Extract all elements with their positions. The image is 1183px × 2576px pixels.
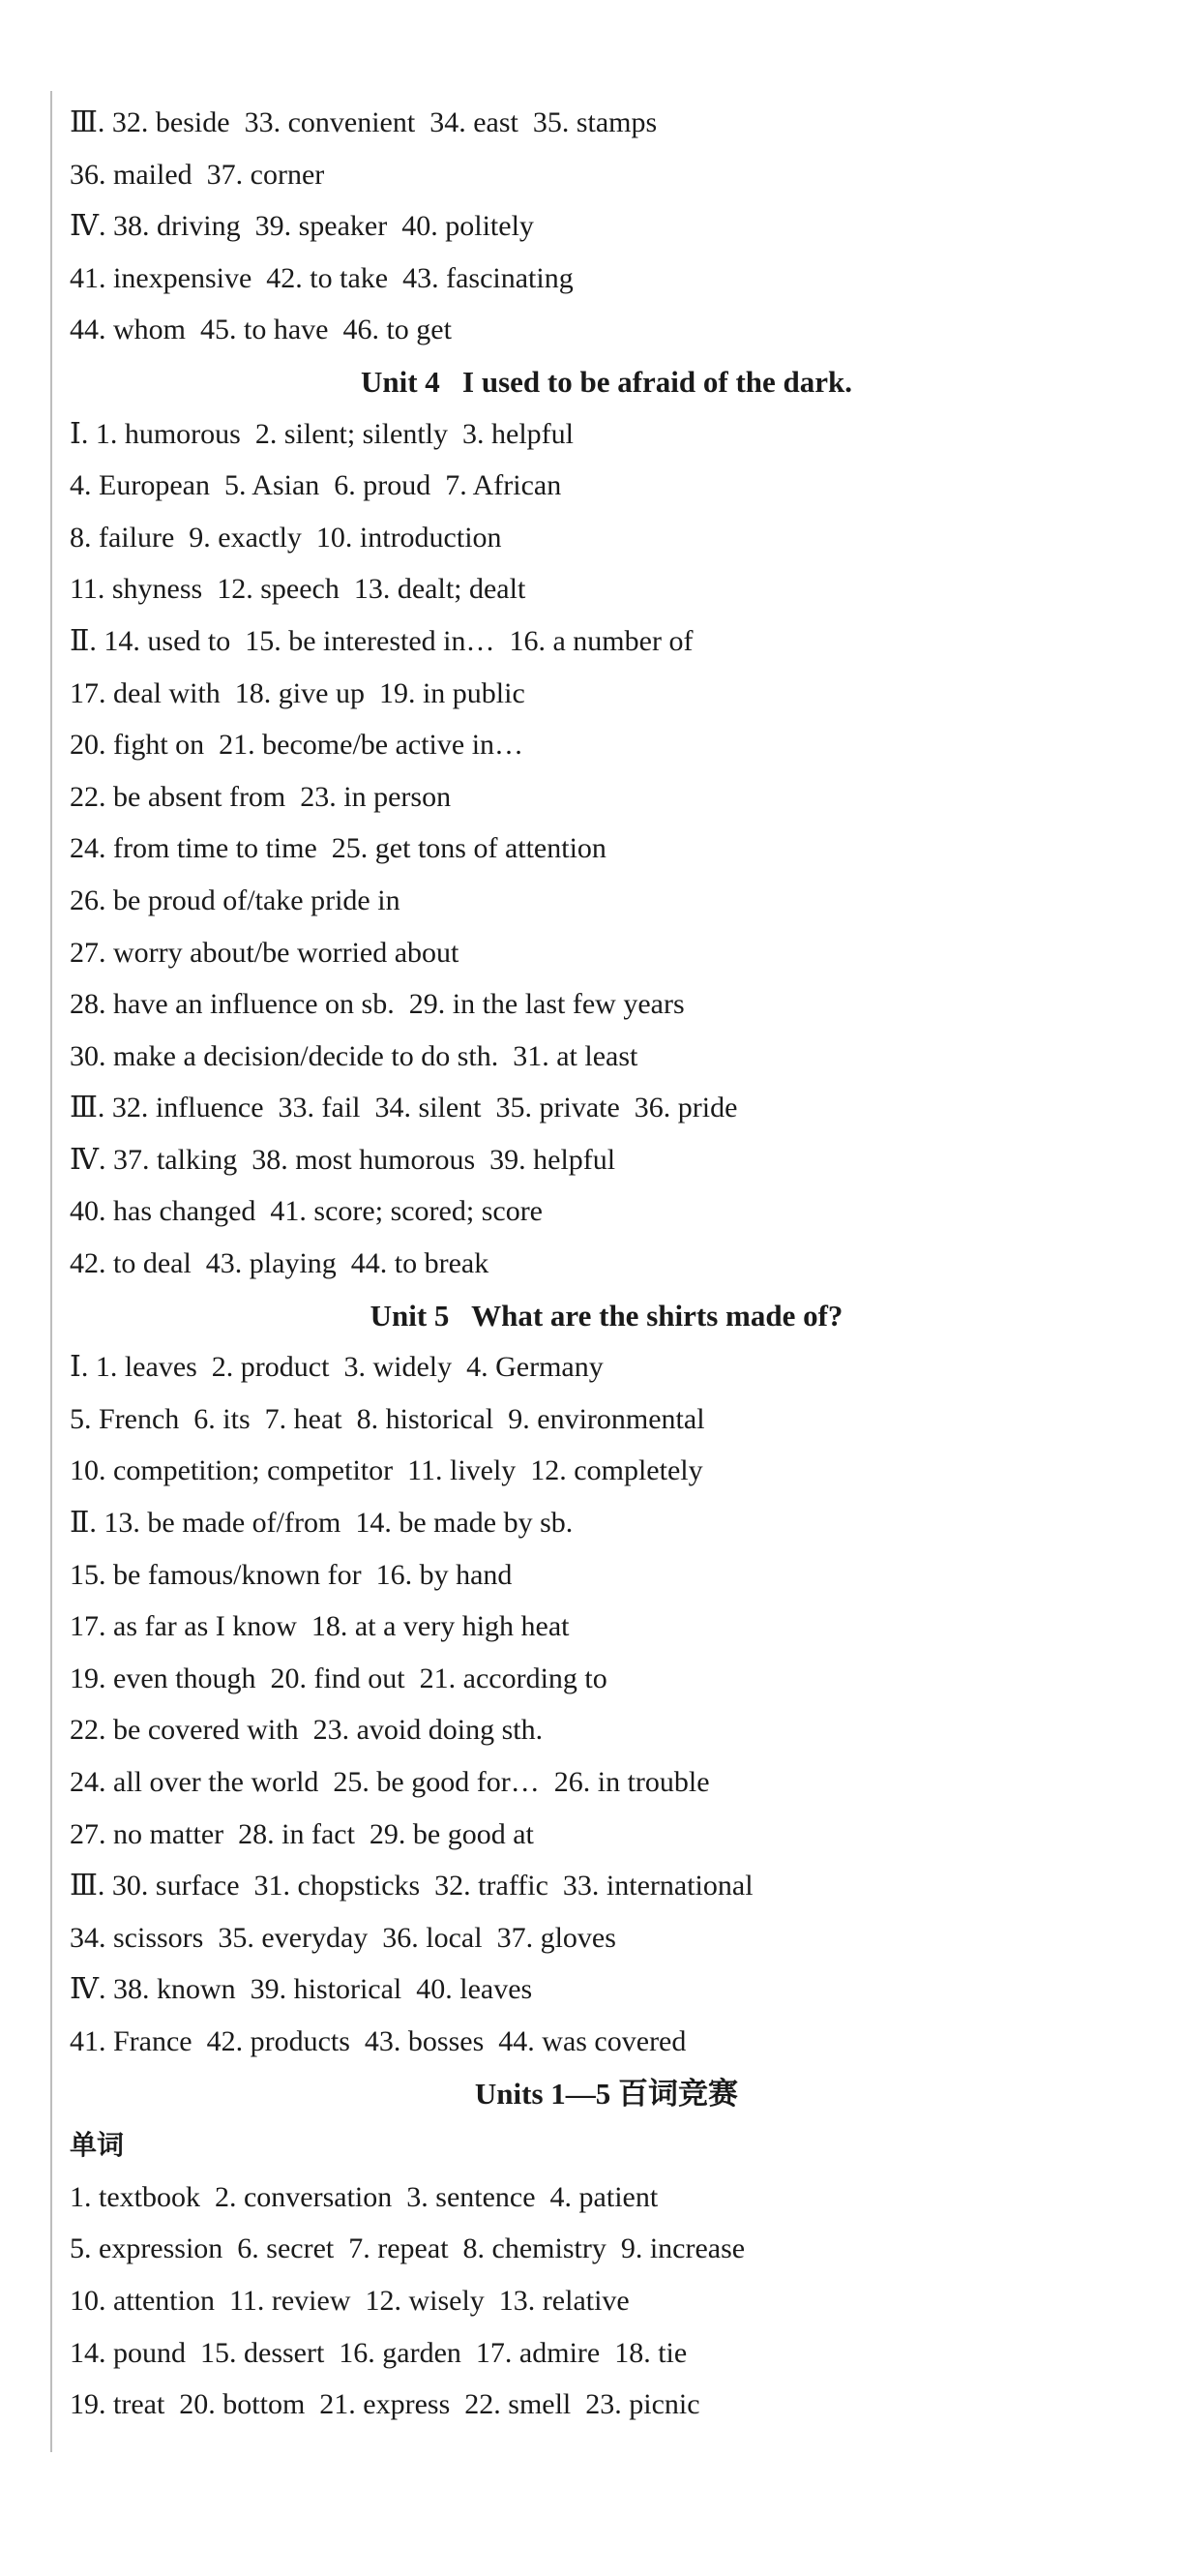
margin-rule: [50, 91, 52, 2452]
answer-line: 41. inexpensive 42. to take 43. fascinating: [70, 261, 574, 294]
answer-line: 8. failure 9. exactly 10. introduction: [70, 521, 502, 554]
answer-line: Ⅳ. 38. known 39. historical 40. leaves: [70, 1973, 533, 2006]
answer-line: 41. France 42. products 43. bosses 44. was covered: [70, 2024, 687, 2057]
answer-line: 10. attention 11. review 12. wisely 13. relative: [70, 2284, 630, 2317]
answer-line: 20. fight on 21. become/be active in…: [70, 729, 524, 762]
answer-line: Ⅰ. 1. leaves 2. product 3. widely 4. Germany: [70, 1351, 604, 1384]
answer-line: 24. all over the world 25. be good for… 26. in trouble: [70, 1766, 710, 1798]
answer-line: 5. French 6. its 7. heat 8. historical 9. environmental: [70, 1402, 705, 1435]
answer-line: 10. competition; competitor 11. lively 12. completely: [70, 1454, 703, 1487]
answer-line: Ⅰ. 1. humorous 2. silent; silently 3. helpful: [70, 417, 574, 450]
units-1-5-title: Units 1—5 百词竞赛: [474, 2076, 739, 2111]
answer-line: 27. no matter 28. in fact 29. be good at: [70, 1817, 534, 1850]
answer-line: 19. even though 20. find out 21. according to: [70, 1662, 607, 1694]
answer-line: 28. have an influence on sb. 29. in the last few years: [70, 988, 685, 1021]
answer-line: 36. mailed 37. corner: [70, 158, 325, 191]
answer-line: 30. make a decision/decide to do sth. 31. at least: [70, 1039, 638, 1072]
unit-5-title: Unit 5 What are the shirts made of?: [370, 1298, 843, 1333]
answer-page: [70, 97, 1143, 2431]
answer-line: Ⅱ. 14. used to 15. be interested in… 16. a number of: [70, 624, 694, 657]
answer-line: 26. be proud of/take pride in: [70, 884, 400, 916]
answer-line: 22. be absent from 23. in person: [70, 780, 452, 813]
answer-line: 1. textbook 2. conversation 3. sentence 4. patient: [70, 2180, 659, 2213]
answer-line: 17. as far as I know 18. at a very high heat: [70, 1610, 570, 1643]
unit-4-title: Unit 4 I used to be afraid of the dark.: [360, 364, 853, 399]
answer-line: 40. has changed 41. score; scored; score: [70, 1195, 543, 1228]
answer-line: Ⅲ. 32. beside 33. convenient 34. east 35. stamps: [70, 106, 658, 138]
answer-line: 4. European 5. Asian 6. proud 7. African: [70, 469, 562, 502]
answer-line: 44. whom 45. to have 46. to get: [70, 314, 452, 346]
answer-line: 5. expression 6. secret 7. repeat 8. chemistry 9. increase: [70, 2232, 746, 2265]
answer-line: 42. to deal 43. playing 44. to break: [70, 1247, 489, 1280]
answer-line: Ⅲ. 30. surface 31. chopsticks 32. traffic 33. international: [70, 1870, 754, 1902]
answer-line: 11. shyness 12. speech 13. dealt; dealt: [70, 573, 526, 606]
answer-line: 22. be covered with 23. avoid doing sth.: [70, 1714, 544, 1747]
answer-line: Ⅲ. 32. influence 33. fail 34. silent 35. private 36. pride: [70, 1092, 738, 1124]
section-label-words: 单词: [70, 2129, 125, 2162]
answer-line: 17. deal with 18. give up 19. in public: [70, 676, 525, 709]
answer-line: 15. be famous/known for 16. by hand: [70, 1558, 513, 1591]
answer-line: 19. treat 20. bottom 21. express 22. smell 23. picnic: [70, 2388, 700, 2421]
answer-line: Ⅳ. 38. driving 39. speaker 40. politely: [70, 210, 534, 243]
answer-line: 14. pound 15. dessert 16. garden 17. admire 18. tie: [70, 2336, 688, 2369]
answer-line: Ⅱ. 13. be made of/from 14. be made by sb.: [70, 1507, 574, 1540]
answer-line: 27. worry about/be worried about: [70, 936, 459, 969]
answer-line: 24. from time to time 25. get tons of attention: [70, 832, 606, 865]
answer-line: 34. scissors 35. everyday 36. local 37. gloves: [70, 1921, 616, 1954]
answer-line: Ⅳ. 37. talking 38. most humorous 39. helpful: [70, 1143, 616, 1176]
